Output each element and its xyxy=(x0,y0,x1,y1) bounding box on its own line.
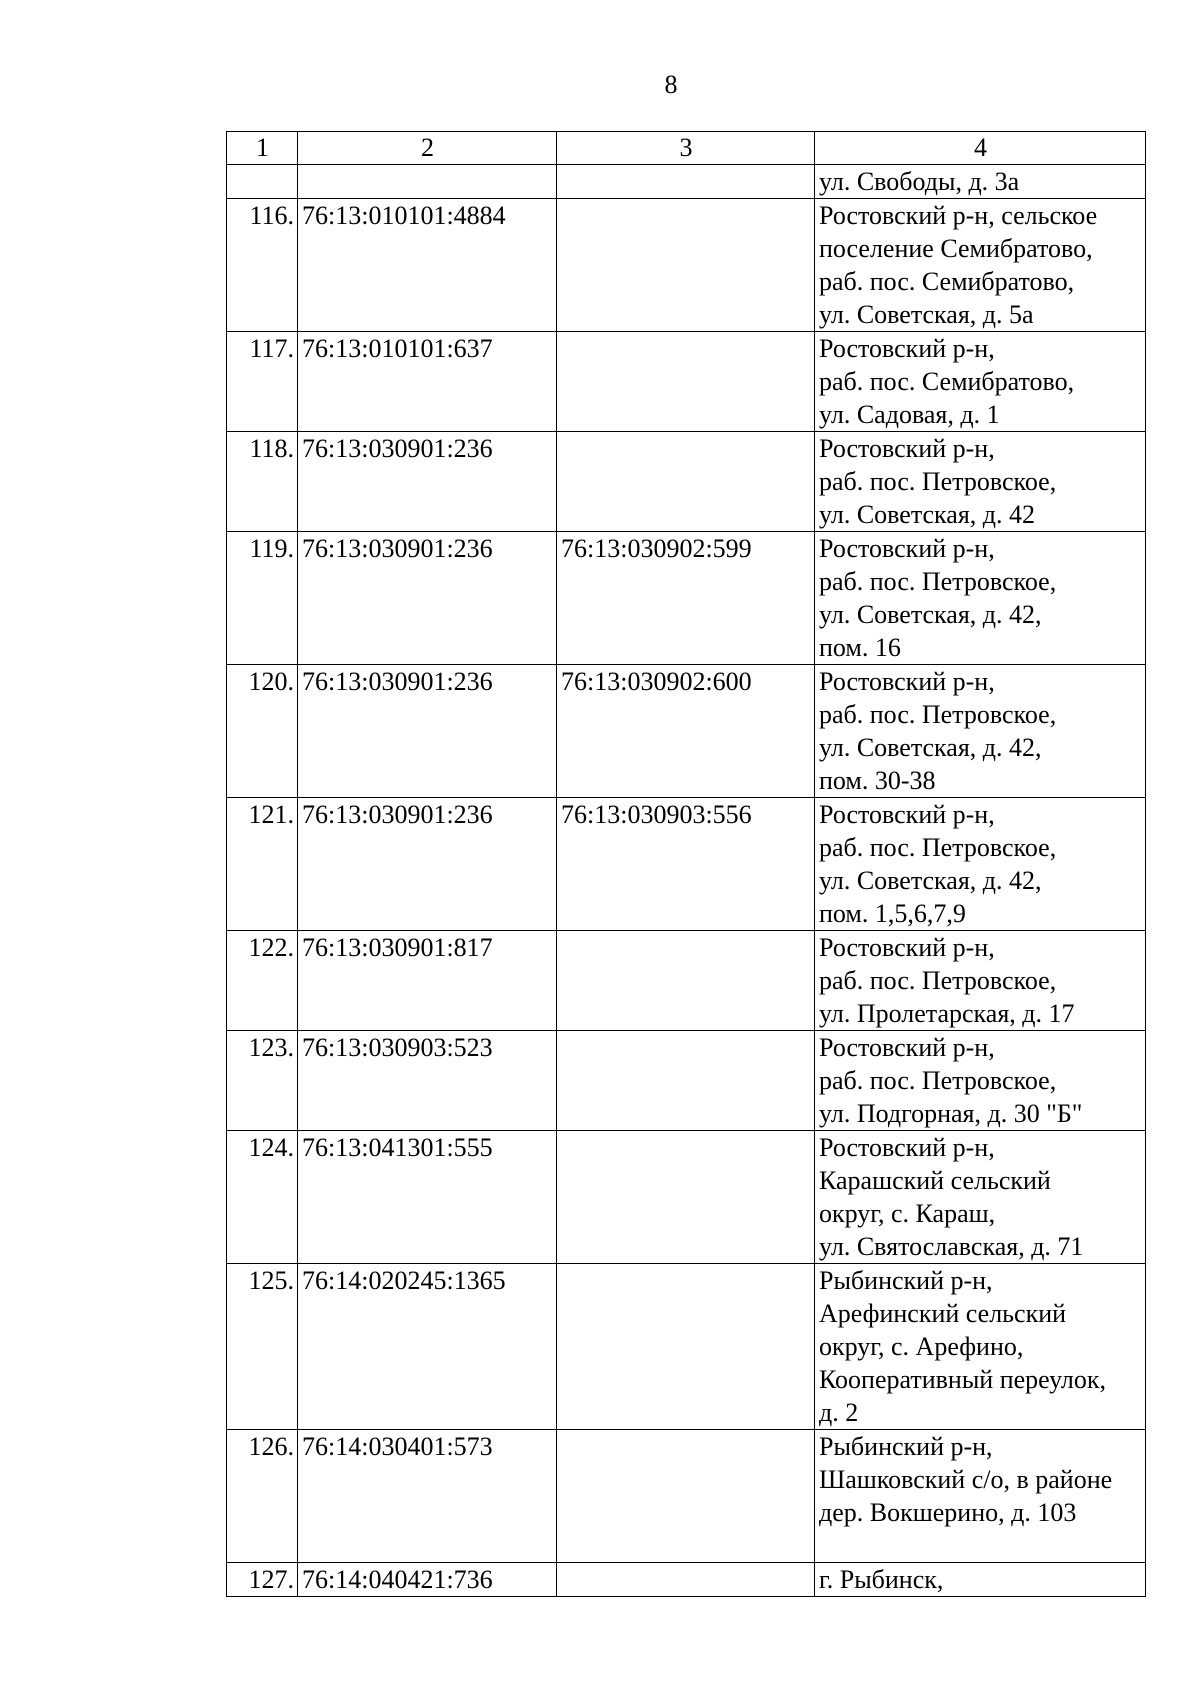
address-cell xyxy=(815,432,1146,532)
address-cell xyxy=(815,199,1146,332)
address-cell xyxy=(815,1131,1146,1264)
address-cell xyxy=(815,931,1146,1031)
address-line: г. Рыбинск, xyxy=(819,1565,944,1594)
address-line: ул. Советская, д. 42 xyxy=(819,500,1036,529)
address-line: округ, с. Арефино, xyxy=(819,1332,1024,1361)
address-line: ул. Свободы, д. 3а xyxy=(819,167,1020,196)
row-number-cell: 117. xyxy=(227,332,298,432)
premises-number-cell xyxy=(557,1430,815,1563)
address-line: Шашковский с/о, в районе xyxy=(819,1465,1113,1494)
address-line: пом. 1,5,6,7,9 xyxy=(819,899,966,928)
address-line: ул. Советская, д. 42, xyxy=(819,866,1042,895)
header-col-3: 3 xyxy=(557,132,815,165)
cadastral-number-cell: 76:13:030901:236 xyxy=(298,532,557,665)
premises-number-cell xyxy=(557,165,815,199)
row-number-cell: 118. xyxy=(227,432,298,532)
address-cell xyxy=(815,665,1146,798)
address-line: ул. Советская, д. 5а xyxy=(819,300,1034,329)
table-row xyxy=(227,1264,1146,1430)
address-line: раб. пос. Петровское, xyxy=(819,567,1057,596)
address-line: поселение Семибратово, xyxy=(819,234,1093,263)
address-cell xyxy=(815,798,1146,931)
row-number-cell: 126. xyxy=(227,1430,298,1563)
address-line: пом. 16 xyxy=(819,633,901,662)
premises-number-cell xyxy=(557,1031,815,1131)
cadastral-number-cell: 76:13:030903:523 xyxy=(298,1031,557,1131)
table-row xyxy=(227,165,1146,199)
address-line: Рыбинский р-н, xyxy=(819,1266,993,1295)
header-col-1: 1 xyxy=(227,132,298,165)
premises-number-cell xyxy=(557,432,815,532)
address-line: Ростовский р-н, xyxy=(819,933,995,962)
row-number-cell: 116. xyxy=(227,199,298,332)
address-line: Ростовский р-н, сельское xyxy=(819,201,1098,230)
address-line: пом. 30-38 xyxy=(819,766,936,795)
row-number-cell: 119. xyxy=(227,532,298,665)
table-row xyxy=(227,665,1146,798)
cadastral-number-cell xyxy=(298,165,557,199)
address-cell xyxy=(815,332,1146,432)
premises-number-cell: 76:13:030902:599 xyxy=(557,532,815,665)
premises-number-cell xyxy=(557,1131,815,1264)
row-number-cell: 120. xyxy=(227,665,298,798)
address-line: Арефинский сельский xyxy=(819,1299,1067,1328)
cadastral-number-cell: 76:13:030901:817 xyxy=(298,931,557,1031)
address-line: округ, с. Караш, xyxy=(819,1199,996,1228)
address-line: раб. пос. Петровское, xyxy=(819,1066,1057,1095)
table-row xyxy=(227,1430,1146,1563)
table-row xyxy=(227,532,1146,665)
table-body xyxy=(227,165,1146,1597)
address-cell xyxy=(815,532,1146,665)
address-line xyxy=(819,1529,1142,1562)
address-line: д. 2 xyxy=(819,1398,859,1427)
row-number-cell: 123. xyxy=(227,1031,298,1131)
table-row xyxy=(227,199,1146,332)
table-header-row xyxy=(227,132,1146,165)
address-cell xyxy=(815,1563,1146,1597)
premises-number-cell xyxy=(557,332,815,432)
address-line: Ростовский р-н, xyxy=(819,334,995,363)
premises-number-cell: 76:13:030903:556 xyxy=(557,798,815,931)
row-number-cell: 125. xyxy=(227,1264,298,1430)
address-line: Ростовский р-н, xyxy=(819,1133,995,1162)
cadastral-number-cell: 76:13:010101:637 xyxy=(298,332,557,432)
table-row xyxy=(227,1031,1146,1131)
cadastral-number-cell: 76:13:030901:236 xyxy=(298,665,557,798)
row-number-cell: 122. xyxy=(227,931,298,1031)
row-number-cell xyxy=(227,165,298,199)
address-line: раб. пос. Петровское, xyxy=(819,966,1057,995)
row-number-cell: 121. xyxy=(227,798,298,931)
table-row xyxy=(227,432,1146,532)
premises-number-cell xyxy=(557,1264,815,1430)
row-number-cell: 127. xyxy=(227,1563,298,1597)
address-cell xyxy=(815,1264,1146,1430)
address-line: ул. Садовая, д. 1 xyxy=(819,400,1000,429)
address-line: ул. Пролетарская, д. 17 xyxy=(819,999,1075,1028)
address-line: Рыбинский р-н, xyxy=(819,1432,993,1461)
cadastral-number-cell: 76:13:041301:555 xyxy=(298,1131,557,1264)
address-cell xyxy=(815,1031,1146,1131)
cadastral-number-cell: 76:13:030901:236 xyxy=(298,432,557,532)
address-line: Ростовский р-н, xyxy=(819,534,995,563)
address-line: раб. пос. Семибратово, xyxy=(819,367,1075,396)
address-line: раб. пос. Петровское, xyxy=(819,833,1057,862)
table-row xyxy=(227,931,1146,1031)
cadastral-number-cell: 76:14:040421:736 xyxy=(298,1563,557,1597)
address-line: Ростовский р-н, xyxy=(819,434,995,463)
premises-number-cell xyxy=(557,1563,815,1597)
header-col-2: 2 xyxy=(298,132,557,165)
table-row xyxy=(227,1131,1146,1264)
page-number: 8 xyxy=(664,70,678,99)
address-line: Карашский сельский xyxy=(819,1166,1051,1195)
address-line: ул. Подгорная, д. 30 "Б" xyxy=(819,1099,1083,1128)
premises-number-cell xyxy=(557,931,815,1031)
premises-number-cell xyxy=(557,199,815,332)
registry-table xyxy=(226,131,1146,1597)
address-line: Ростовский р-н, xyxy=(819,667,995,696)
address-line: Ростовский р-н, xyxy=(819,1033,995,1062)
row-number-cell: 124. xyxy=(227,1131,298,1264)
address-line: дер. Вокшерино, д. 103 xyxy=(819,1498,1077,1527)
address-cell xyxy=(815,165,1146,199)
address-line: Ростовский р-н, xyxy=(819,800,995,829)
cadastral-number-cell: 76:14:020245:1365 xyxy=(298,1264,557,1430)
cadastral-number-cell: 76:13:010101:4884 xyxy=(298,199,557,332)
table-row xyxy=(227,332,1146,432)
address-line: ул. Святославская, д. 71 xyxy=(819,1232,1084,1261)
address-line: ул. Советская, д. 42, xyxy=(819,600,1042,629)
cadastral-number-cell: 76:13:030901:236 xyxy=(298,798,557,931)
table-row xyxy=(227,798,1146,931)
table-row xyxy=(227,1563,1146,1597)
header-col-4: 4 xyxy=(815,132,1146,165)
address-cell xyxy=(815,1430,1146,1563)
address-line: раб. пос. Петровское, xyxy=(819,467,1057,496)
address-line: раб. пос. Петровское, xyxy=(819,700,1057,729)
address-line: Кооперативный переулок, xyxy=(819,1365,1107,1394)
cadastral-number-cell: 76:14:030401:573 xyxy=(298,1430,557,1563)
premises-number-cell: 76:13:030902:600 xyxy=(557,665,815,798)
address-line: ул. Советская, д. 42, xyxy=(819,733,1042,762)
address-line: раб. пос. Семибратово, xyxy=(819,267,1075,296)
